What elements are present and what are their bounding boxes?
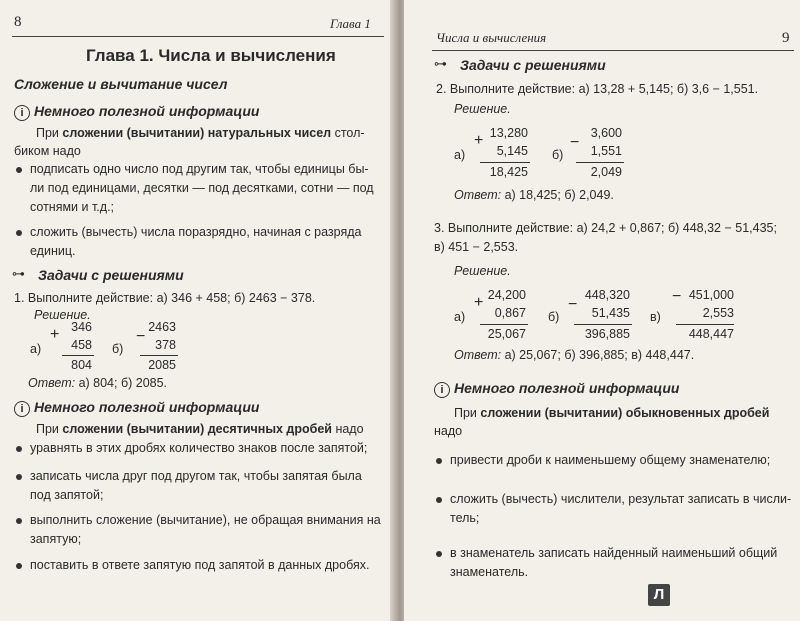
task-3: 3. Выполните действие: а) 24,2 + 0,867; б) 448,32 − 51,435; bbox=[434, 221, 777, 235]
answer: Ответ: а) 804; б) 2085. bbox=[28, 376, 168, 390]
bullet-text: подписать одно число под другим так, чтобы единицы бы- bbox=[30, 162, 369, 176]
operand-top: 451,000 bbox=[688, 288, 734, 302]
operand-bottom: 0,867 bbox=[494, 306, 526, 320]
section-title: Сложение и вычитание чисел bbox=[14, 76, 228, 92]
item-label: а) bbox=[454, 310, 466, 324]
key-icon: ⊶ bbox=[12, 267, 25, 282]
operand-bottom: 458 bbox=[71, 338, 92, 352]
info-intro-line2: биком надо bbox=[14, 144, 81, 158]
minus-sign: − bbox=[570, 134, 580, 151]
operand-top: 13,280 bbox=[489, 126, 528, 140]
right-page bbox=[404, 0, 800, 621]
bullet-text: в знаменатель записать найденный наименьший общий bbox=[450, 546, 778, 560]
bullet-text: поставить в ответе запятую под запятой в данных дробях. bbox=[30, 558, 370, 572]
left-page bbox=[0, 0, 396, 621]
operand-bottom: 2,553 bbox=[702, 306, 734, 320]
item-label: а) bbox=[454, 148, 466, 162]
info-heading: Немного полезной информации bbox=[34, 103, 260, 119]
bullet-dot bbox=[436, 497, 442, 503]
bullet-text: сложить (вычесть) числа поразрядно, начиная с разряда bbox=[30, 225, 362, 239]
plus-sign: + bbox=[50, 326, 60, 343]
header-rule bbox=[432, 50, 794, 51]
minus-sign: − bbox=[568, 296, 578, 313]
running-head-left: Глава 1 bbox=[330, 16, 371, 31]
answer: Ответ: а) 18,425; б) 2,049. bbox=[454, 188, 614, 202]
tasks-heading: Задачи с решениями bbox=[38, 267, 184, 283]
bullet-dot bbox=[16, 563, 22, 569]
solution-label: Решение. bbox=[454, 264, 511, 278]
info-intro: При сложении (вычитании) обыкновенных дробей bbox=[454, 406, 770, 420]
item-label: б) bbox=[548, 310, 560, 324]
bullet-dot bbox=[16, 230, 22, 236]
bullet-text: записать числа друг под другом так, чтобы запятая была bbox=[30, 469, 362, 483]
item-label: а) bbox=[30, 342, 42, 356]
info-heading: Немного полезной информации bbox=[34, 399, 260, 415]
operand-top: 24,200 bbox=[487, 288, 526, 302]
bullet-text: тель; bbox=[450, 511, 480, 525]
bullet-text: сложить (вычесть) числители, результат записать в числи- bbox=[450, 492, 792, 506]
operand-bottom: 1,551 bbox=[590, 144, 622, 158]
info-intro-line2: надо bbox=[434, 424, 463, 438]
bullet-text: единиц. bbox=[30, 244, 76, 258]
plus-sign: + bbox=[474, 294, 484, 311]
info-circle-icon: i bbox=[14, 105, 30, 121]
page-number-left: 8 bbox=[14, 14, 22, 30]
bullet-text: ли под единицами, десятки — под десятками, сотни — под bbox=[30, 181, 374, 195]
task-2: 2. Выполните действие: а) 13,28 + 5,145; б) 3,6 − 1,551. bbox=[436, 82, 759, 96]
bullet-text: уравнять в этих дробях количество знаков после запятой; bbox=[30, 441, 368, 455]
minus-sign: − bbox=[136, 328, 146, 345]
bullet-text: привести дроби к наименьшему общему знаменателю; bbox=[450, 453, 771, 467]
bullet-text: запятую; bbox=[30, 532, 82, 546]
running-head-right: Числа и вычисления bbox=[436, 30, 547, 45]
bullet-dot bbox=[16, 167, 22, 173]
task-1: 1. Выполните действие: а) 346 + 458; б) 2463 − 378. bbox=[14, 291, 316, 305]
result: 804 bbox=[71, 358, 92, 372]
minus-sign: − bbox=[672, 288, 682, 305]
result: 25,067 bbox=[487, 327, 526, 341]
info-intro: При сложении (вычитании) натуральных чисел стол- bbox=[36, 126, 365, 140]
sum-line bbox=[480, 162, 530, 163]
bullet-text: сотнями и т.д.; bbox=[30, 200, 115, 214]
bullet-dot bbox=[16, 474, 22, 480]
item-label: б) bbox=[112, 342, 124, 356]
task-3-line2: в) 451 − 2,553. bbox=[434, 240, 519, 254]
operand-top: 2463 bbox=[148, 320, 176, 334]
chapter-title: Глава 1. Числа и вычисления bbox=[86, 46, 336, 65]
operand-bottom: 5,145 bbox=[496, 144, 528, 158]
result: 18,425 bbox=[489, 165, 528, 179]
info-heading: Немного полезной информации bbox=[454, 380, 680, 396]
solution-label: Решение. bbox=[34, 308, 91, 322]
operand-top: 346 bbox=[71, 320, 92, 334]
operand-bottom: 51,435 bbox=[591, 306, 630, 320]
bullet-text: выполнить сложение (вычитание), не обращая внимания на bbox=[30, 513, 381, 527]
sum-line bbox=[480, 324, 528, 325]
info-intro: При сложении (вычитании) десятичных дробей надо bbox=[36, 422, 364, 436]
operand-top: 448,320 bbox=[584, 288, 630, 302]
sum-line bbox=[62, 355, 94, 356]
bullet-dot bbox=[16, 518, 22, 524]
bullet-dot bbox=[436, 458, 442, 464]
header-rule bbox=[12, 36, 384, 37]
operand-bottom: 378 bbox=[155, 338, 176, 352]
key-icon: ⊶ bbox=[434, 57, 447, 72]
plus-sign: + bbox=[474, 132, 484, 149]
solution-label: Решение. bbox=[454, 102, 511, 116]
tasks-heading: Задачи с решениями bbox=[460, 57, 606, 73]
difference-line bbox=[140, 355, 178, 356]
result: 2085 bbox=[148, 358, 176, 372]
item-label: в) bbox=[650, 310, 661, 324]
operand-top: 3,600 bbox=[590, 126, 622, 140]
info-circle-icon: i bbox=[434, 382, 450, 398]
info-circle-icon: i bbox=[14, 401, 30, 417]
bullet-text: знаменатель. bbox=[450, 565, 529, 579]
result: 448,447 bbox=[688, 327, 734, 341]
page-number-right: 9 bbox=[782, 30, 790, 46]
answer: Ответ: а) 25,067; б) 396,885; в) 448,447. bbox=[454, 348, 695, 362]
bullet-dot bbox=[436, 551, 442, 557]
item-label: б) bbox=[552, 148, 564, 162]
difference-line bbox=[574, 324, 632, 325]
result: 2,049 bbox=[590, 165, 622, 179]
bullet-text: под запятой; bbox=[30, 488, 104, 502]
difference-line bbox=[676, 324, 734, 325]
publisher-logo: Л bbox=[648, 584, 670, 606]
result: 396,885 bbox=[584, 327, 630, 341]
difference-line bbox=[576, 162, 624, 163]
bullet-dot bbox=[16, 446, 22, 452]
